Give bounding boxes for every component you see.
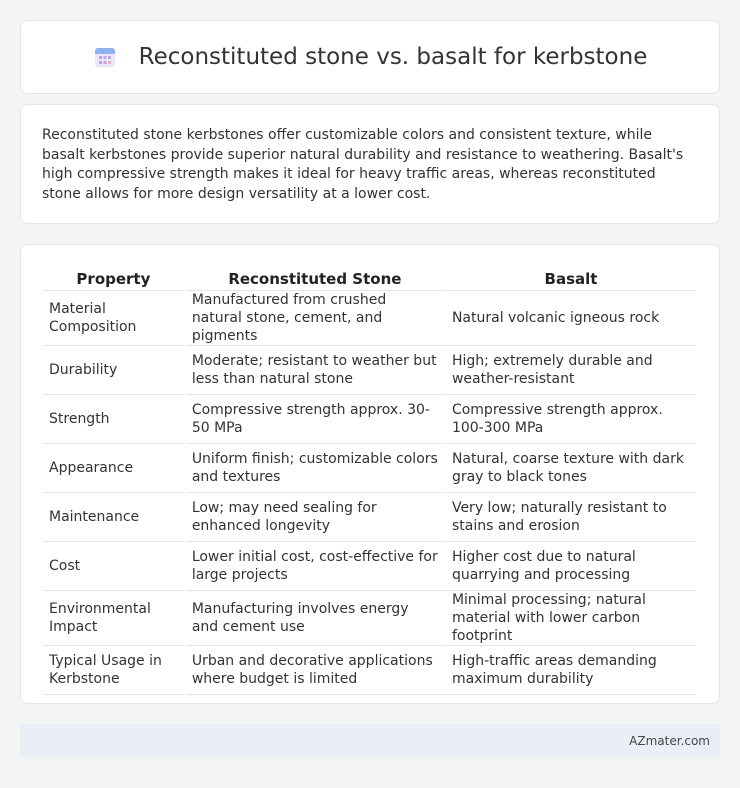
table-row — [43, 444, 696, 493]
cell-basalt: High-traffic areas demanding maximum durability — [446, 646, 696, 695]
comparison-card — [20, 244, 720, 704]
table-row — [43, 346, 696, 395]
table-row — [43, 542, 696, 591]
cell-property: Cost — [43, 542, 184, 591]
table-row — [43, 493, 696, 542]
summary-text: Reconstituted stone kerbstones offer customizable colors and consistent texture, while basalt kerbstones provide superior natural durability and resistance to weathering. Basalt's high compressive strength makes it ideal for heavy traffic areas, whereas reconstituted stone allows for more design versatility at a lower cost. — [42, 127, 684, 202]
cell-reconstituted: Low; may need sealing for enhanced longevity — [186, 493, 444, 542]
title-wrap — [93, 44, 648, 70]
cell-property: Strength — [43, 395, 184, 444]
footer — [20, 724, 720, 758]
cell-reconstituted: Manufactured from crushed natural stone, cement, and pigments — [186, 291, 444, 346]
header-basalt: Basalt — [446, 265, 696, 291]
cell-reconstituted: Lower initial cost, cost-effective for large projects — [186, 542, 444, 591]
cell-basalt: Higher cost due to natural quarrying and processing — [446, 542, 696, 591]
cell-basalt: Compressive strength approx. 100-300 MPa — [446, 395, 696, 444]
cell-basalt: Minimal processing; natural material with lower carbon footprint — [446, 591, 696, 646]
comparison-table — [41, 265, 698, 695]
table-row — [43, 646, 696, 695]
calendar-icon — [93, 45, 117, 69]
cell-property: Typical Usage in Kerbstone — [43, 646, 184, 695]
cell-basalt: Natural volcanic igneous rock — [446, 291, 696, 346]
table-row — [43, 395, 696, 444]
cell-basalt: Natural, coarse texture with dark gray to black tones — [446, 444, 696, 493]
cell-reconstituted: Manufacturing involves energy and cement use — [186, 591, 444, 646]
summary-card — [20, 104, 720, 224]
cell-property: Durability — [43, 346, 184, 395]
cell-property: Maintenance — [43, 493, 184, 542]
cell-basalt: Very low; naturally resistant to stains and erosion — [446, 493, 696, 542]
table-row — [43, 291, 696, 346]
header-property: Property — [43, 265, 184, 291]
title-card — [20, 20, 720, 94]
cell-reconstituted: Urban and decorative applications where budget is limited — [186, 646, 444, 695]
cell-property: Environmental Impact — [43, 591, 184, 646]
cell-property: Appearance — [43, 444, 184, 493]
cell-reconstituted: Moderate; resistant to weather but less than natural stone — [186, 346, 444, 395]
table-row — [43, 591, 696, 646]
cell-property: Material Composition — [43, 291, 184, 346]
footer-brand: AZmater.com — [629, 734, 710, 748]
page-title: Reconstituted stone vs. basalt for kerbstone — [138, 44, 648, 70]
cell-reconstituted: Compressive strength approx. 30-50 MPa — [186, 395, 444, 444]
cell-basalt: High; extremely durable and weather-resistant — [446, 346, 696, 395]
table-header-row — [43, 265, 696, 291]
cell-reconstituted: Uniform finish; customizable colors and textures — [186, 444, 444, 493]
header-reconstituted-stone: Reconstituted Stone — [186, 265, 444, 291]
